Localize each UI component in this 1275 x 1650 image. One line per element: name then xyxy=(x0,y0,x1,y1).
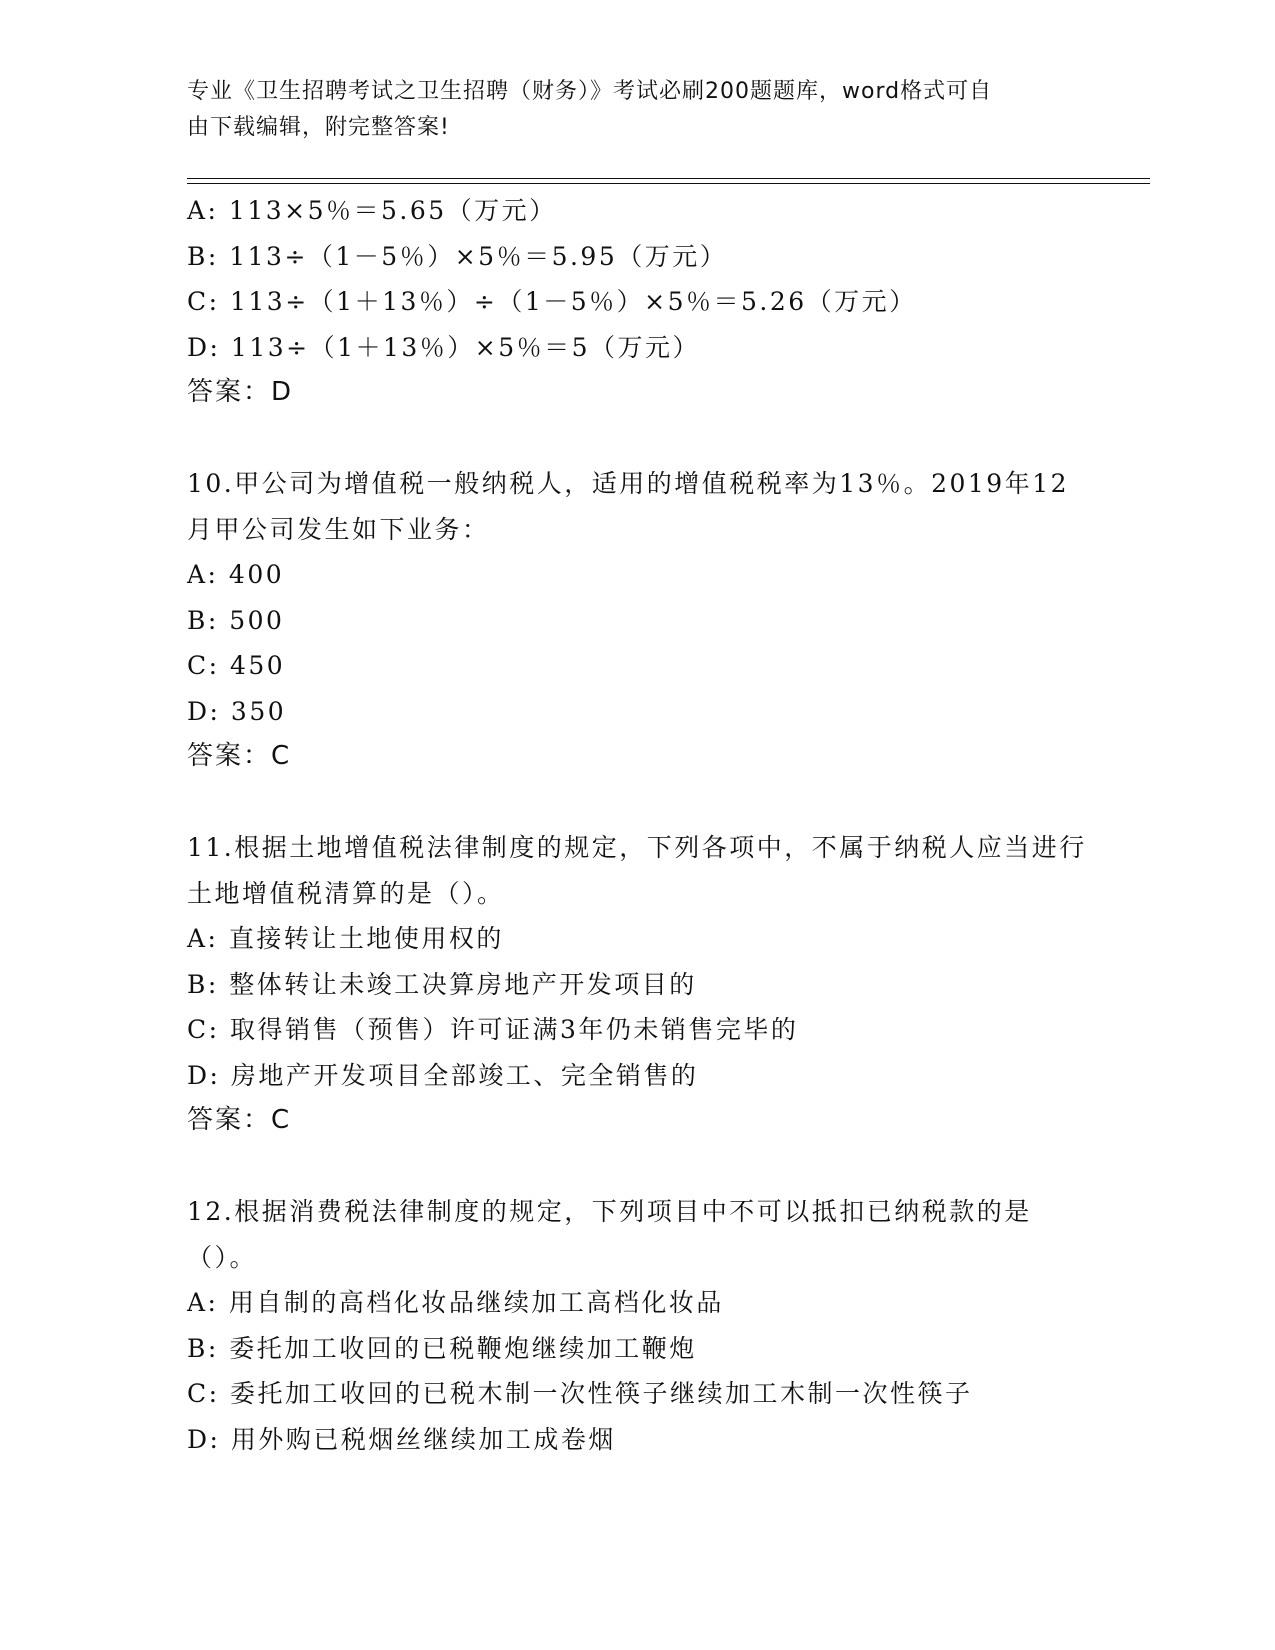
option-a: A: 113×5％＝5.65（万元） xyxy=(187,196,557,225)
question-10 xyxy=(187,461,1087,780)
header-rule xyxy=(187,178,1150,184)
option-c: C: 取得销售（预售）许可证满3年仍未销售完毕的 xyxy=(187,1015,799,1044)
option-a: A: 400 xyxy=(187,560,285,589)
option-d: D: 350 xyxy=(187,696,287,726)
option-b: B: 整体转让未竣工决算房地产开发项目的 xyxy=(187,969,697,999)
question-stem: 11.根据土地增值税法律制度的规定，下列各项中，不属于纳税人应当进行土地增值税清算的是（）。 xyxy=(187,833,1087,908)
question-stem: 12.根据消费税法律制度的规定，下列项目中不可以抵扣已纳税款的是（）。 xyxy=(187,1197,1032,1272)
option-c: C: 委托加工收回的已税木制一次性筷子继续加工木制一次性筷子 xyxy=(187,1379,973,1408)
answer: 答案：C xyxy=(187,1105,292,1135)
option-d: D: 房地产开发项目全部竣工、完全销售的 xyxy=(187,1060,699,1090)
document-body xyxy=(187,188,1087,1462)
question-stem: 10.甲公司为增值税一般纳税人，适用的增值税税率为13％。2019年12月甲公司发生如下业务： xyxy=(187,469,1070,544)
answer: 答案：D xyxy=(187,377,294,407)
header-line-2: 由下载编辑，附完整答案! xyxy=(187,115,450,140)
question-11 xyxy=(187,825,1087,1144)
option-c: C: 113÷（1＋13％）÷（1－5％）×5％＝5.26（万元） xyxy=(187,287,917,316)
option-b: B: 500 xyxy=(187,605,285,635)
option-c: C: 450 xyxy=(187,651,286,680)
option-b: B: 113÷（1－5％）×5％＝5.95（万元） xyxy=(187,241,728,271)
answer: 答案：C xyxy=(187,741,292,771)
header-line-1: 专业《卫生招聘考试之卫生招聘（财务）》考试必刷200题题库，word格式可自 xyxy=(187,79,993,104)
question-12 xyxy=(187,1189,1087,1462)
page-header xyxy=(187,74,1067,146)
option-b: B: 委托加工收回的已税鞭炮继续加工鞭炮 xyxy=(187,1333,697,1363)
option-d: D: 用外购已税烟丝继续加工成卷烟 xyxy=(187,1424,616,1454)
option-a: A: 直接转让土地使用权的 xyxy=(187,924,504,953)
question-9 xyxy=(187,188,1087,416)
option-a: A: 用自制的高档化妆品继续加工高档化妆品 xyxy=(187,1288,724,1317)
option-d: D: 113÷（1＋13％）×5％＝5（万元） xyxy=(187,332,701,362)
